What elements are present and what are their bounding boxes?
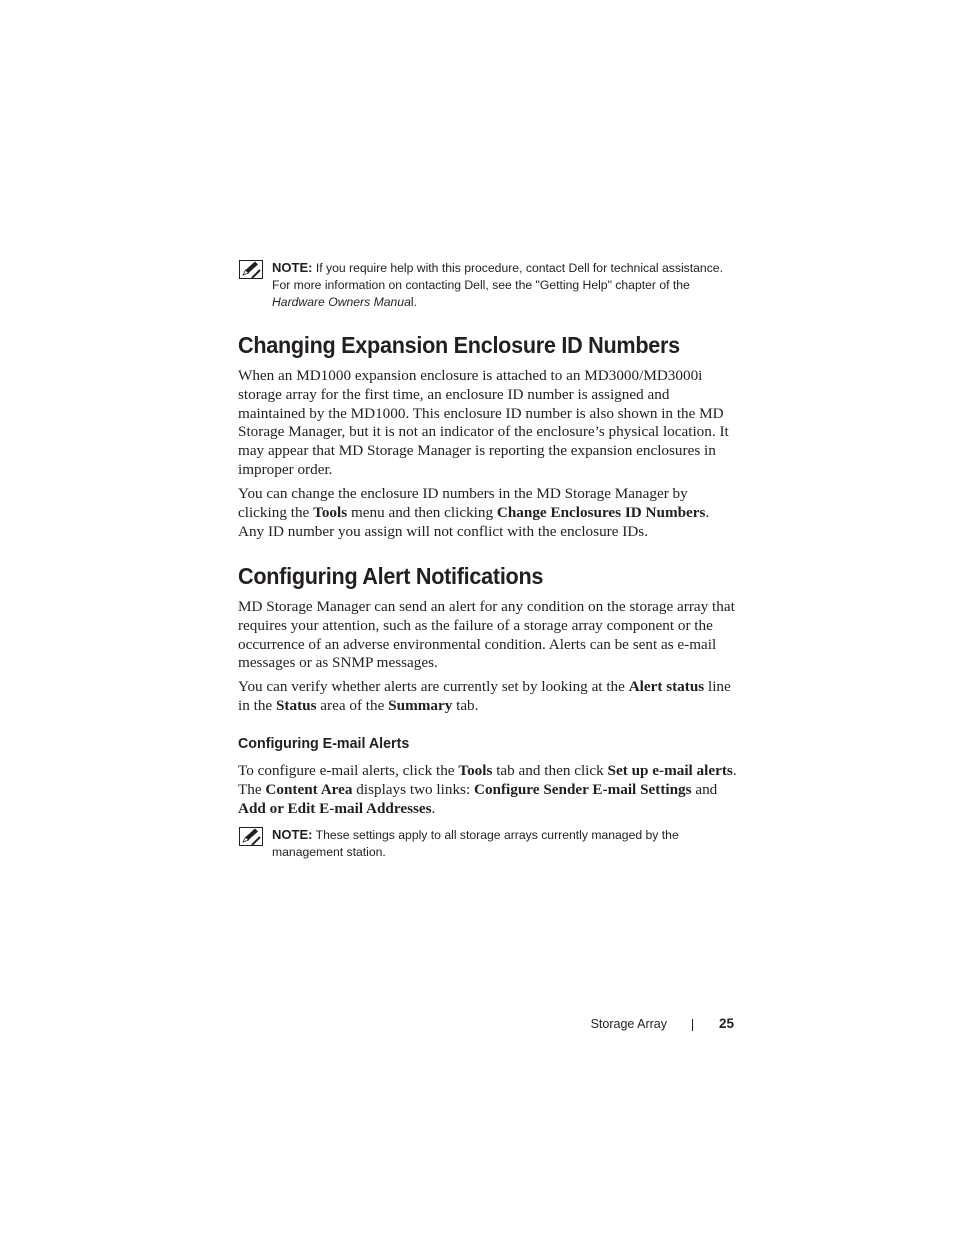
section-heading: Configuring Alert Notifications [238, 563, 544, 589]
footer-section-title: Storage Array [590, 1017, 667, 1031]
ui-term: Tools [458, 762, 493, 779]
ui-term: Set up e-mail alerts [607, 762, 733, 779]
ui-term: Summary [388, 696, 453, 714]
note-body-end: l. [410, 295, 417, 309]
note-text [272, 259, 739, 311]
section-heading: Changing Expansion Enclosure ID Numbers [238, 332, 680, 358]
ui-term: Configure Sender E-mail Settings [473, 780, 692, 798]
note-label: NOTE: [272, 827, 313, 842]
paragraph: To configure e-mail alerts, click the Tools tab and then click Set up e-mail alerts. The Content Area displays two links: Configure Sender E-mail Settings and Add or Edit E-mail Addresses. [238, 762, 737, 817]
note-callout [239, 259, 739, 311]
note-text [272, 826, 739, 861]
page-footer [560, 1014, 736, 1034]
paragraph: MD Storage Manager can send an alert for any condition on the storage array that requires your attention, such as the failure of a storage array component or the occurrence of an adverse environmental condition. Alerts can be sent as e-mail messages or as SNMP messages. [238, 598, 735, 672]
note-body: These settings apply to all storage arrays currently managed by the management station. [272, 828, 679, 859]
menu-name: Tools [313, 503, 348, 521]
pencil-note-icon [239, 827, 263, 846]
ui-term: Alert status [628, 678, 705, 695]
menu-command: Change Enclosures ID Numbers [496, 503, 706, 521]
note-body: If you require help with this procedure, contact Dell for technical assistance. For more information on contacting Dell, see the "Getting Help" chapter of the [272, 261, 723, 292]
paragraph: You can change the enclosure ID numbers in the MD Storage Manager by clicking the Tools menu and then clicking Change Enclosures ID Numbers. Any ID number you assign will not conflict with the enclosure IDs. [238, 485, 710, 540]
footer-divider [692, 1019, 693, 1031]
subsection-heading: Configuring E-mail Alerts [238, 735, 410, 752]
pencil-note-icon [239, 260, 263, 279]
note-label: NOTE: [272, 260, 313, 275]
manual-title: Hardware Owners Manua [272, 295, 411, 309]
paragraph: You can verify whether alerts are currently set by looking at the Alert status line in the Status area of the Summary tab. [238, 678, 731, 714]
page-number: 25 [718, 1016, 734, 1031]
ui-term: Add or Edit E-mail Addresses [238, 799, 432, 817]
ui-term: Content Area [265, 780, 353, 798]
ui-term: Status [275, 696, 317, 714]
note-callout [239, 826, 739, 861]
paragraph: When an MD1000 expansion enclosure is attached to an MD3000/MD3000i storage array for the first time, an enclosure ID number is assigned and maintained by the MD1000. This enclosure ID number is also shown in the MD Storage Manager, but it is not an indicator of the enclosure’s physical location. It may appear that MD Storage Manager is reporting the expansion enclosures in improper order. [238, 367, 729, 478]
